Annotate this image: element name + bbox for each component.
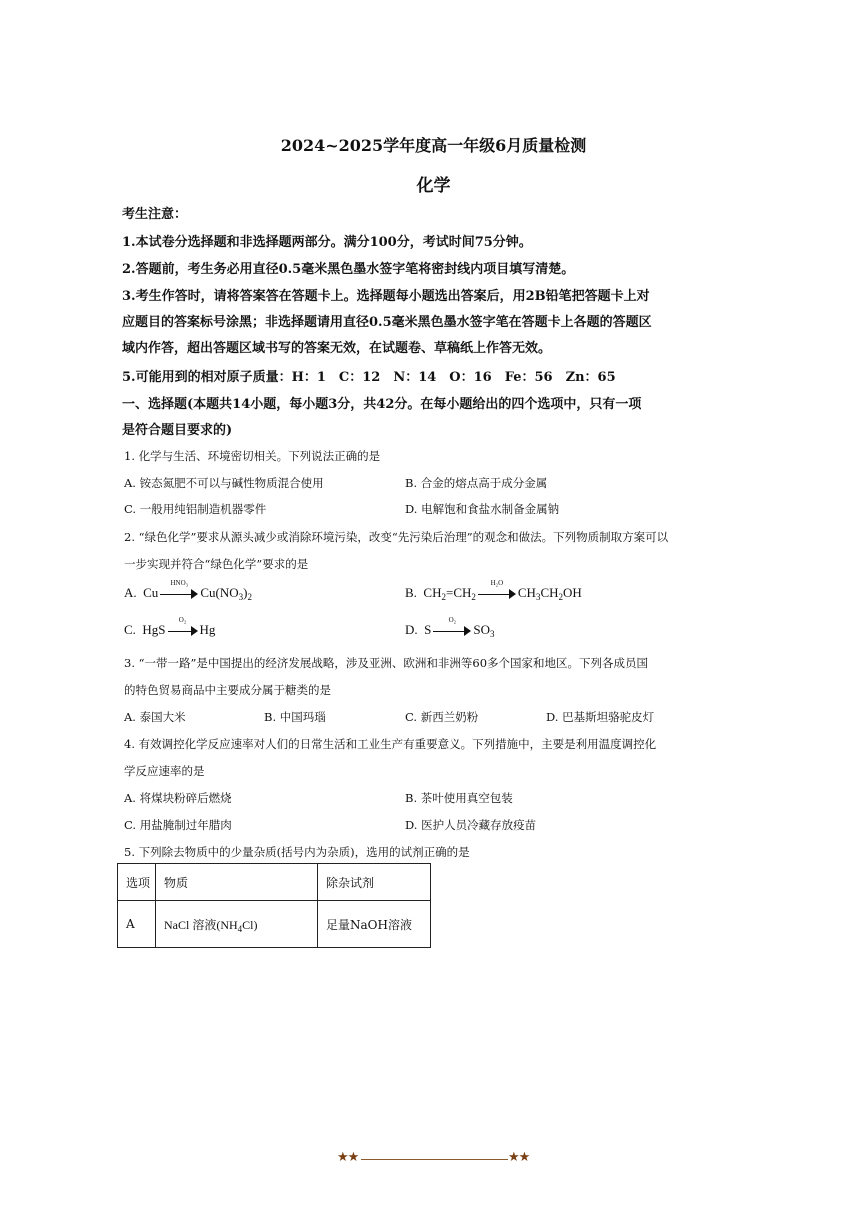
option-c: C. 一般用纯铝制造机器零件 <box>124 502 267 516</box>
question-stem: 4. 有效调控化学反应速率对人们的日常生活和工业生产有重要意义。下列措施中，主要是利用温度调控化 <box>124 737 657 751</box>
option-d-equation: D. S O₂ $SO_3$ <box>405 616 495 639</box>
subject-title: 化学 <box>416 176 451 196</box>
option-c: C. 用盐腌制过年腊肉 <box>124 818 232 832</box>
option-a: A. 将煤块粉碎后燃烧 <box>124 791 232 805</box>
option-d: D. 电解饱和食盐水制备金属钠 <box>405 502 560 516</box>
reaction-arrow: HNO₃ <box>160 588 198 600</box>
table-cell: 足量NaOH溶液 <box>318 901 431 948</box>
table-header-cell: 选项 <box>118 864 156 901</box>
option-a: A. 铵态氮肥不可以与碱性物质混合使用 <box>124 476 324 490</box>
footer-star-icon: ★★ <box>337 1150 359 1165</box>
table-row <box>118 901 431 948</box>
table-header-cell: 除杂试剂 <box>318 864 431 901</box>
notice-item: 应题目的答案标号涂黑；非选择题请用直径0.5毫米黑色墨水签字笔在答题卡上各题的答题区 <box>122 315 652 330</box>
reagent-table <box>117 863 431 948</box>
section-heading-cont: 是符合题目要求的) <box>122 423 233 438</box>
table-header-row <box>118 864 431 901</box>
footer-divider <box>361 1159 508 1160</box>
exam-title: 2024~2025学年度高一年级6月质量检测 <box>280 136 587 155</box>
question-stem-cont: 学反应速率的是 <box>124 764 205 778</box>
notice-heading: 考生注意： <box>122 207 188 222</box>
question-stem: 2. “绿色化学”要求从源头减少或消除环境污染，改变“先污染后治理”的观念和做法。下列物质制取方案可以 <box>124 530 669 544</box>
reaction-arrow: H₂O <box>478 588 516 600</box>
table-cell: NaCl 溶液$(NH_4Cl)$ <box>156 901 318 948</box>
table-cell: A <box>118 901 156 948</box>
option-c: C. 新西兰奶粉 <box>405 710 479 724</box>
option-d: D. 医护人员冷藏存放疫苗 <box>405 818 537 832</box>
option-b: B. 合金的熔点高于成分金属 <box>405 476 548 490</box>
option-b: B. 茶叶使用真空包装 <box>405 791 513 805</box>
section-heading: 一、选择题(本题共14小题，每小题3分，共42分。在每小题给出的四个选项中，只有一项 <box>122 397 642 412</box>
option-d: D. 巴基斯坦骆驼皮灯 <box>546 710 655 724</box>
option-a: A. 泰国大米 <box>124 710 186 724</box>
notice-item: 2.答题前，考生务必用直径0.5毫米黑色墨水签字笔将密封线内项目填写清楚。 <box>122 262 575 277</box>
option-a-equation: A. Cu HNO₃ $Cu(NO_3)_2$ <box>124 579 252 602</box>
option-b-equation: B. $CH_2=CH_2$ H₂O $CH_3CH_2OH$ <box>405 579 582 602</box>
notice-item: 3.考生作答时，请将答案答在答题卡上。选择题每小题选出答案后，用2B铅笔把答题卡上对 <box>122 289 650 304</box>
question-stem-cont: 一步实现并符合“绿色化学”要求的是 <box>124 557 309 571</box>
notice-item: 域内作答，超出答题区域书写的答案无效，在试题卷、草稿纸上作答无效。 <box>122 341 552 356</box>
option-b: B. 中国玛瑙 <box>264 710 326 724</box>
option-c-equation: C. HgS O₂ Hg <box>124 616 216 637</box>
footer-star-icon: ★★ <box>508 1150 530 1165</box>
question-stem: 3. “一带一路”是中国提出的经济发展战略，涉及亚洲、欧洲和非洲等60多个国家和地区。下列各成员国 <box>124 656 649 670</box>
question-stem: 1. 化学与生活、环境密切相关。下列说法正确的是 <box>124 449 381 463</box>
notice-item: 1.本试卷分选择题和非选择题两部分。满分100分，考试时间75分钟。 <box>122 235 532 250</box>
reaction-arrow: O₂ <box>433 625 471 637</box>
question-stem-cont: 的特色贸易商品中主要成分属于糖类的是 <box>124 683 331 697</box>
question-stem: 5. 下列除去物质中的少量杂质(括号内为杂质)，选用的试剂正确的是 <box>124 845 470 859</box>
table-header-cell: 物质 <box>156 864 318 901</box>
notice-item: 5.可能用到的相对原子质量：H：1 C：12 N：14 O：16 Fe：56 Zn：65 <box>122 370 616 385</box>
reaction-arrow: O₂ <box>168 625 198 637</box>
